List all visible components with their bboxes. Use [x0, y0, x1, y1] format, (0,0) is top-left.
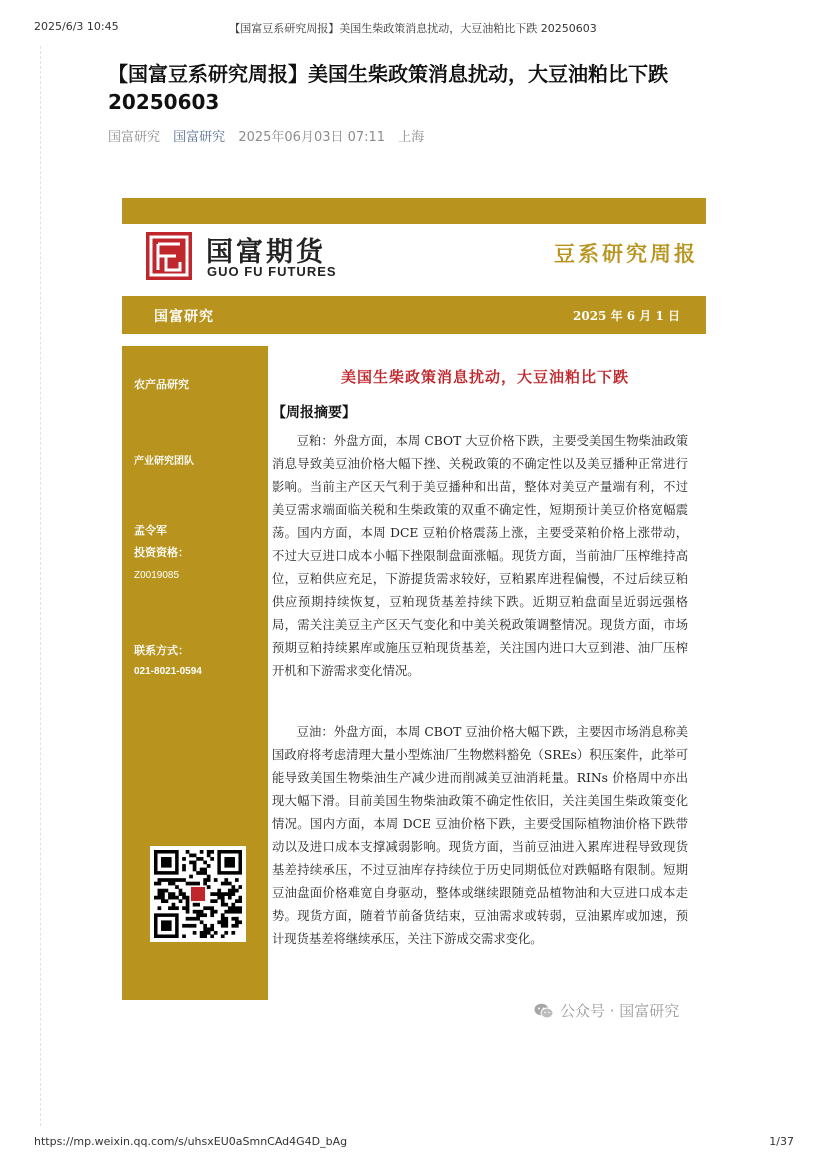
- report-date: 2025 年 6 月 1 日: [573, 309, 680, 323]
- sidebar-phone: 021-8021-0594: [134, 666, 202, 677]
- qr-code-icon: [154, 850, 242, 938]
- logo-english-name: GUO FU FUTURES: [207, 264, 337, 279]
- sidebar-qualification-no: Z0019085: [134, 570, 180, 581]
- report-cover-image: [120, 196, 706, 1000]
- publish-date: 2025年06月03日 07:11: [238, 130, 386, 145]
- wechat-icon: [534, 1003, 554, 1019]
- guofu-logo-icon: [146, 232, 192, 280]
- report-headline: 美国生柴政策消息扰动，大豆油粕比下跌: [340, 368, 629, 386]
- publish-location: 上海: [398, 130, 425, 145]
- print-url: https://mp.weixin.qq.com/s/uhsxEU0aSmnCAd4G4D_bAg: [34, 1135, 348, 1148]
- page-margin-line: [40, 46, 41, 1126]
- article-title: 【国富豆系研究周报】美国生柴政策消息扰动，大豆油粕比下跌 20250603: [108, 62, 668, 114]
- print-page-title: 【国富豆系研究周报】美国生柴政策消息扰动，大豆油粕比下跌 20250603: [229, 22, 597, 35]
- print-header: [0, 20, 826, 36]
- sidebar-analyst: 孟令军: [134, 524, 167, 537]
- paragraph-soyoil: 豆油：外盘方面，本周 CBOT 豆油价格大幅下跌，主要因市场消息称美国政府将考虑清理大量小型炼油厂生物燃料豁免（SREs）积压案件，此举可能导致美国生物柴油生产减少进而削减美豆油消耗量。RINs 价格周中亦出现大幅下滑。目前美国生物柴油政策不确定性依旧，关注美国生柴政策变化情况。国内方面，本周 DCE 豆油价格下跌，主要受国际植物油价格下跌带动以及进口成本支撑减弱影响。现货方面，当前豆油进入累库进程导致现货基差持续承压，不过豆油库存持续位于历史同期低位对跌幅略有限制。短期豆油盘面价格难宽自身驱动，整体或继续跟随竞品植物油和大豆进口成本走势。现货方面，随着节前备货结束，豆油需求或转弱，豆油累库或加速，预计现货基差将继续承压，关注下游成交需求变化。: [272, 725, 688, 946]
- report-top-bar: [122, 198, 706, 224]
- print-datetime: 2025/6/3 10:45: [34, 20, 119, 33]
- sidebar-contact-label: 联系方式：: [134, 644, 189, 657]
- sidebar-qualification-label: 投资资格：: [134, 546, 189, 559]
- article-meta: [108, 126, 433, 145]
- article-author: 国富研究: [108, 130, 161, 145]
- report-department: 国富研究: [154, 309, 214, 325]
- report-sidebar: [122, 346, 268, 1000]
- print-footer: [0, 1135, 826, 1151]
- logo-chinese-name: 国富期货: [206, 237, 326, 268]
- paragraph-soymeal: 豆粕：外盘方面，本周 CBOT 大豆价格下跌，主要受美国生物柴油政策消息导致美豆油价格大幅下挫、关税政策的不确定性以及美豆播种正常进行影响。当前主产区天气利于美豆播种和出苗，整体对美豆产量端有利，不过美豆需求端面临关税和生柴政策的双重不确定性，短期预计美豆价格宽幅震荡。国内方面，本周 DCE 豆粕价格震荡上涨，主要受菜粕价格上涨带动，不过大豆进口成本小幅下挫限制盘面涨幅。现货方面，当前油厂压榨维持高位，豆粕供应充足，下游提货需求较好，豆粕累库进程偏慢，不过后续豆粕供应预期持续恢复，豆粕现货基差持续下跌。近期豆粕盘面呈近弱远强格局，需关注美豆主产区天气变化和中美关税政策调整情况。现货方面，市场预期豆粕持续累库或施压豆粕现货基差，关注国内进口大豆到港、油厂压榨开机和下游需求变化情况。: [272, 434, 688, 678]
- report-series-title: 豆系研究周报: [554, 241, 698, 266]
- account-link[interactable]: 国富研究: [173, 130, 226, 145]
- report-logo-band: [120, 224, 706, 292]
- summary-heading: 【周报摘要】: [272, 405, 356, 421]
- wechat-watermark: [534, 1000, 679, 1021]
- sidebar-team: 产业研究团队: [134, 456, 194, 467]
- watermark-label: 公众号 · 国富研究: [560, 1002, 680, 1020]
- sidebar-category: 农产品研究: [134, 378, 189, 391]
- qr-code: [150, 846, 246, 942]
- print-page-number: 1/37: [769, 1135, 794, 1148]
- report-info-bar: [122, 296, 706, 334]
